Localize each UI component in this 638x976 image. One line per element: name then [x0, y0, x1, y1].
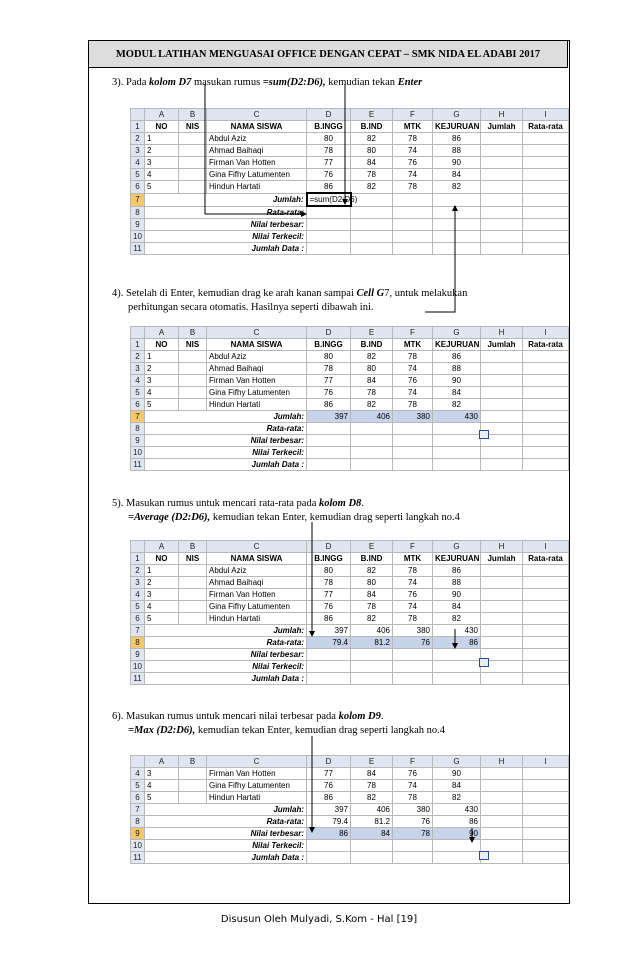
- cell[interactable]: MTK: [393, 339, 433, 351]
- row-number[interactable]: 3: [131, 363, 145, 375]
- col-letter[interactable]: I: [523, 327, 569, 339]
- cell[interactable]: 77: [307, 157, 351, 169]
- cell[interactable]: 88: [433, 363, 481, 375]
- col-letter[interactable]: H: [481, 756, 523, 768]
- row-number[interactable]: 9: [131, 435, 145, 447]
- cell[interactable]: 74: [393, 169, 433, 181]
- cell[interactable]: B.INGG: [307, 553, 351, 565]
- cell[interactable]: 2: [145, 577, 179, 589]
- cell[interactable]: 76: [307, 780, 351, 792]
- cell[interactable]: 397: [307, 804, 351, 816]
- label-cell[interactable]: Jumlah Data :: [145, 243, 307, 255]
- cell[interactable]: NAMA SISWA: [207, 339, 307, 351]
- step-6-part-a: 6). Masukan rumus untuk mencari nilai terbesar pada: [112, 711, 339, 722]
- cell[interactable]: NO: [145, 553, 179, 565]
- cell[interactable]: 78: [351, 780, 393, 792]
- cell[interactable]: 4: [145, 601, 179, 613]
- col-letter[interactable]: B: [179, 109, 207, 121]
- row-number[interactable]: 2: [131, 565, 145, 577]
- cell[interactable]: NIS: [179, 553, 207, 565]
- step-6-part-c: .: [380, 711, 384, 722]
- col-letter[interactable]: A: [145, 756, 179, 768]
- row-number[interactable]: 7: [131, 625, 145, 637]
- row-number[interactable]: 2: [131, 351, 145, 363]
- cell[interactable]: 86: [433, 565, 481, 577]
- label-cell[interactable]: Rata-rata:: [145, 637, 307, 649]
- col-letter[interactable]: A: [145, 541, 179, 553]
- cell[interactable]: 86: [307, 792, 351, 804]
- cell[interactable]: 78: [393, 181, 433, 194]
- cell[interactable]: 76: [393, 589, 433, 601]
- cell[interactable]: KEJURUAN: [433, 121, 481, 133]
- label-cell[interactable]: Jumlah:: [145, 804, 307, 816]
- cell[interactable]: 78: [307, 577, 351, 589]
- row-number[interactable]: 11: [131, 852, 145, 864]
- cell[interactable]: MTK: [393, 121, 433, 133]
- cell[interactable]: 4: [145, 780, 179, 792]
- row-number[interactable]: 4: [131, 375, 145, 387]
- cell[interactable]: 84: [351, 828, 393, 840]
- cell[interactable]: 430: [433, 804, 481, 816]
- col-letter[interactable]: F: [393, 327, 433, 339]
- label-cell[interactable]: Nilai terbesar:: [145, 649, 307, 661]
- cell[interactable]: 80: [351, 363, 393, 375]
- cell[interactable]: 74: [393, 387, 433, 399]
- cell[interactable]: 5: [145, 792, 179, 804]
- page-footer: Disusun Oleh Mulyadi, S.Kom - Hal [19]: [220, 914, 418, 925]
- col-letter[interactable]: D: [307, 756, 351, 768]
- cell[interactable]: 81.2: [351, 816, 393, 828]
- label-cell[interactable]: Rata-rata:: [145, 206, 307, 219]
- cell[interactable]: 86: [307, 828, 351, 840]
- cell[interactable]: 80: [307, 351, 351, 363]
- cell[interactable]: 380: [393, 625, 433, 637]
- cell[interactable]: 2: [145, 145, 179, 157]
- col-letter[interactable]: C: [207, 756, 307, 768]
- cell[interactable]: 5: [145, 613, 179, 625]
- cell[interactable]: 76: [393, 637, 433, 649]
- cell[interactable]: Abdul Aziz: [207, 133, 307, 145]
- cell[interactable]: 3: [145, 768, 179, 780]
- cell[interactable]: 77: [307, 768, 351, 780]
- col-letter[interactable]: C: [207, 327, 307, 339]
- cell[interactable]: 76: [393, 768, 433, 780]
- row-number[interactable]: 10: [131, 661, 145, 673]
- step-6-formula: =Max (D2:D6),: [128, 725, 196, 736]
- cell[interactable]: 78: [307, 363, 351, 375]
- cell[interactable]: 86: [307, 181, 351, 194]
- cell[interactable]: Rata-rata: [523, 121, 569, 133]
- cell[interactable]: 88: [433, 577, 481, 589]
- cell[interactable]: Hindun Hartati: [207, 792, 307, 804]
- cell[interactable]: 76: [393, 375, 433, 387]
- cell[interactable]: Jumlah: [481, 339, 523, 351]
- cell[interactable]: 86: [433, 637, 481, 649]
- cell[interactable]: Gina Fifhy Latumenten: [207, 387, 307, 399]
- cell[interactable]: 90: [433, 157, 481, 169]
- row-number[interactable]: 11: [131, 243, 145, 255]
- col-letter[interactable]: D: [307, 541, 351, 553]
- col-letter[interactable]: G: [433, 109, 481, 121]
- cell[interactable]: 86: [433, 816, 481, 828]
- cell[interactable]: 82: [351, 133, 393, 145]
- col-letter[interactable]: H: [481, 541, 523, 553]
- col-letter[interactable]: E: [351, 327, 393, 339]
- cell[interactable]: 84: [433, 601, 481, 613]
- cell[interactable]: 76: [393, 816, 433, 828]
- cell[interactable]: 78: [393, 351, 433, 363]
- step-4-part-a: 4). Setelah di Enter, kemudian drag ke arah kanan sampai: [112, 288, 357, 299]
- cell[interactable]: 406: [351, 625, 393, 637]
- row-number[interactable]: 4: [131, 768, 145, 780]
- col-letter[interactable]: D: [307, 327, 351, 339]
- col-letter[interactable]: C: [207, 541, 307, 553]
- cell[interactable]: 82: [351, 181, 393, 194]
- cell[interactable]: 82: [351, 399, 393, 411]
- row-number[interactable]: 9: [131, 649, 145, 661]
- row-number[interactable]: 7: [131, 411, 145, 423]
- cell[interactable]: 78: [393, 565, 433, 577]
- col-letter[interactable]: G: [433, 756, 481, 768]
- col-letter[interactable]: D: [307, 109, 351, 121]
- step-4-line2: perhitungan secara otomatis. Hasilnya seperti dibawah ini.: [128, 302, 374, 313]
- cell[interactable]: 90: [433, 828, 481, 840]
- col-letter[interactable]: E: [351, 756, 393, 768]
- cell[interactable]: 90: [433, 768, 481, 780]
- col-letter[interactable]: B: [179, 327, 207, 339]
- step-5-part-c: .: [361, 498, 364, 509]
- cell[interactable]: 76: [393, 157, 433, 169]
- row-number[interactable]: 8: [131, 423, 145, 435]
- row-number[interactable]: 5: [131, 601, 145, 613]
- cell[interactable]: NAMA SISWA: [207, 553, 307, 565]
- label-cell[interactable]: Jumlah Data :: [145, 459, 307, 471]
- col-letter[interactable]: E: [351, 541, 393, 553]
- cell[interactable]: 81.2: [351, 637, 393, 649]
- cell[interactable]: 90: [433, 375, 481, 387]
- col-letter[interactable]: H: [481, 109, 523, 121]
- cell[interactable]: 78: [351, 601, 393, 613]
- cell[interactable]: 88: [433, 145, 481, 157]
- cell[interactable]: 74: [393, 577, 433, 589]
- label-cell[interactable]: Nilai terbesar:: [145, 219, 307, 231]
- cell[interactable]: Ahmad Baihaqi: [207, 577, 307, 589]
- cell[interactable]: 74: [393, 780, 433, 792]
- col-letter[interactable]: F: [393, 109, 433, 121]
- row-number[interactable]: 11: [131, 459, 145, 471]
- row-number[interactable]: 8: [131, 816, 145, 828]
- cell[interactable]: 78: [393, 399, 433, 411]
- cell[interactable]: 84: [433, 387, 481, 399]
- col-letter[interactable]: H: [481, 327, 523, 339]
- row-number[interactable]: 5: [131, 780, 145, 792]
- row-number[interactable]: 3: [131, 145, 145, 157]
- cell[interactable]: 5: [145, 181, 179, 194]
- row-number[interactable]: 5: [131, 387, 145, 399]
- row-number[interactable]: 7: [131, 193, 145, 206]
- col-letter[interactable]: I: [523, 109, 569, 121]
- cell[interactable]: 77: [307, 375, 351, 387]
- cell[interactable]: 79.4: [307, 816, 351, 828]
- cell[interactable]: NO: [145, 121, 179, 133]
- cell[interactable]: Hindun Hartati: [207, 399, 307, 411]
- label-cell[interactable]: Rata-rata:: [145, 816, 307, 828]
- label-cell[interactable]: Jumlah Data :: [145, 673, 307, 685]
- cell[interactable]: 76: [307, 169, 351, 181]
- col-letter[interactable]: F: [393, 756, 433, 768]
- col-letter[interactable]: E: [351, 109, 393, 121]
- row-number[interactable]: 5: [131, 169, 145, 181]
- step-3-enter: Enter: [397, 77, 423, 88]
- cell[interactable]: Ahmad Baihaqi: [207, 145, 307, 157]
- cell[interactable]: 430: [433, 625, 481, 637]
- cell[interactable]: 86: [307, 613, 351, 625]
- col-letter[interactable]: B: [179, 541, 207, 553]
- cell[interactable]: 80: [351, 577, 393, 589]
- row-number[interactable]: 1: [131, 339, 145, 351]
- col-letter[interactable]: A: [145, 327, 179, 339]
- step-6-line2-rest: kemudian tekan Enter, kemudian drag seperti langkah no.4: [195, 725, 445, 736]
- cell[interactable]: 84: [351, 375, 393, 387]
- row-number[interactable]: 6: [131, 181, 145, 194]
- cell[interactable]: 80: [351, 145, 393, 157]
- cell[interactable]: 82: [351, 565, 393, 577]
- cell[interactable]: 80: [307, 565, 351, 577]
- row-number[interactable]: 3: [131, 577, 145, 589]
- cell[interactable]: NAMA SISWA: [207, 121, 307, 133]
- col-letter[interactable]: B: [179, 756, 207, 768]
- cell[interactable]: 80: [307, 133, 351, 145]
- cell[interactable]: KEJURUAN: [433, 553, 481, 565]
- cell[interactable]: 1: [145, 565, 179, 577]
- cell[interactable]: 2: [145, 363, 179, 375]
- cell[interactable]: 4: [145, 169, 179, 181]
- col-letter[interactable]: I: [523, 541, 569, 553]
- cell[interactable]: 4: [145, 387, 179, 399]
- cell[interactable]: 86: [307, 399, 351, 411]
- step-5-part-a: 5). Masukan rumus untuk mencari rata-rata pada: [112, 498, 320, 509]
- col-letter[interactable]: A: [145, 109, 179, 121]
- cell[interactable]: Jumlah: [481, 121, 523, 133]
- cell[interactable]: Firman Van Hotten: [207, 375, 307, 387]
- cell[interactable]: 82: [433, 181, 481, 194]
- cell[interactable]: B.IND: [351, 553, 393, 565]
- cell[interactable]: Hindun Hartati: [207, 181, 307, 194]
- cell[interactable]: 90: [433, 589, 481, 601]
- cell[interactable]: Gina Fifhy Latumenten: [207, 601, 307, 613]
- cell[interactable]: 74: [393, 145, 433, 157]
- step-5-cell-ref: kolom D8: [319, 498, 362, 509]
- cell[interactable]: KEJURUAN: [433, 339, 481, 351]
- cell[interactable]: 397: [307, 411, 351, 423]
- cell[interactable]: Hindun Hartati: [207, 613, 307, 625]
- cell[interactable]: 78: [393, 792, 433, 804]
- row-number[interactable]: 6: [131, 792, 145, 804]
- cell[interactable]: 78: [307, 145, 351, 157]
- cell[interactable]: Gina Fifhy Latumenten: [207, 780, 307, 792]
- cell[interactable]: 76: [307, 601, 351, 613]
- cell[interactable]: 78: [351, 169, 393, 181]
- row-number[interactable]: 4: [131, 157, 145, 169]
- cell[interactable]: 5: [145, 399, 179, 411]
- label-cell[interactable]: Nilai Terkecil:: [145, 661, 307, 673]
- cell[interactable]: 84: [351, 589, 393, 601]
- col-letter[interactable]: F: [393, 541, 433, 553]
- step-6-cell-ref: kolom D9: [338, 711, 381, 722]
- cell[interactable]: 397: [307, 625, 351, 637]
- cell[interactable]: B.INGG: [307, 121, 351, 133]
- cell[interactable]: 84: [351, 157, 393, 169]
- cell[interactable]: 406: [351, 804, 393, 816]
- cell[interactable]: Ahmad Baihaqi: [207, 363, 307, 375]
- row-number[interactable]: 10: [131, 231, 145, 243]
- cell[interactable]: 78: [393, 828, 433, 840]
- step-3-part-c: masukan rumus: [191, 77, 263, 88]
- label-cell[interactable]: Nilai terbesar:: [145, 828, 307, 840]
- cell[interactable]: Jumlah: [481, 553, 523, 565]
- cell[interactable]: 86: [433, 133, 481, 145]
- cell[interactable]: 74: [393, 601, 433, 613]
- arrow-to-G7: [425, 206, 455, 312]
- step-3-cell-ref: kolom D7: [149, 77, 192, 88]
- row-number[interactable]: 8: [131, 206, 145, 219]
- row-number[interactable]: 1: [131, 121, 145, 133]
- cell[interactable]: 82: [351, 792, 393, 804]
- cell[interactable]: 82: [433, 792, 481, 804]
- label-cell[interactable]: Jumlah Data :: [145, 852, 307, 864]
- step-4-cell-ref: Cell G: [356, 288, 385, 299]
- cell[interactable]: B.IND: [351, 339, 393, 351]
- cell[interactable]: 86: [433, 351, 481, 363]
- cell[interactable]: Gina Fifhy Latumenten: [207, 169, 307, 181]
- cell[interactable]: 84: [351, 768, 393, 780]
- cell[interactable]: 82: [433, 613, 481, 625]
- row-number[interactable]: 8: [131, 637, 145, 649]
- cell[interactable]: 82: [351, 613, 393, 625]
- row-number[interactable]: 9: [131, 828, 145, 840]
- cell[interactable]: B.IND: [351, 121, 393, 133]
- cell[interactable]: Rata-rata: [523, 339, 569, 351]
- cell[interactable]: 1: [145, 133, 179, 145]
- arrow-to-D7: [205, 84, 306, 214]
- cell[interactable]: 430: [433, 411, 481, 423]
- col-letter[interactable]: G: [433, 327, 481, 339]
- cell[interactable]: B.INGG: [307, 339, 351, 351]
- cell[interactable]: 77: [307, 589, 351, 601]
- label-cell[interactable]: Rata-rata:: [145, 423, 307, 435]
- step-3-formula: =sum(D2:D6),: [262, 77, 326, 88]
- label-cell[interactable]: Nilai Terkecil:: [145, 447, 307, 459]
- cell[interactable]: 79.4: [307, 637, 351, 649]
- cell[interactable]: 380: [393, 411, 433, 423]
- row-number[interactable]: 11: [131, 673, 145, 685]
- cell[interactable]: 3: [145, 375, 179, 387]
- cell[interactable]: Firman Van Hotten: [207, 157, 307, 169]
- cell[interactable]: Firman Van Hotten: [207, 589, 307, 601]
- cell[interactable]: 1: [145, 351, 179, 363]
- active-formula-cell[interactable]: =sum(D2:D6): [307, 193, 351, 206]
- cell[interactable]: 78: [393, 613, 433, 625]
- cell[interactable]: Rata-rata: [523, 553, 569, 565]
- cell[interactable]: 380: [393, 804, 433, 816]
- row-number[interactable]: 9: [131, 219, 145, 231]
- row-number[interactable]: 10: [131, 840, 145, 852]
- cell[interactable]: MTK: [393, 553, 433, 565]
- cell[interactable]: 84: [433, 780, 481, 792]
- row-number[interactable]: 4: [131, 589, 145, 601]
- cell[interactable]: Abdul Aziz: [207, 351, 307, 363]
- row-number[interactable]: 10: [131, 447, 145, 459]
- cell[interactable]: 3: [145, 157, 179, 169]
- cell[interactable]: NIS: [179, 339, 207, 351]
- cell[interactable]: Abdul Aziz: [207, 565, 307, 577]
- cell[interactable]: 82: [433, 399, 481, 411]
- row-number[interactable]: 2: [131, 133, 145, 145]
- step-4-part-c: 7, untuk melakukan: [384, 288, 468, 299]
- row-number[interactable]: 6: [131, 399, 145, 411]
- row-number[interactable]: 7: [131, 804, 145, 816]
- col-letter[interactable]: C: [207, 109, 307, 121]
- label-cell[interactable]: Nilai Terkecil:: [145, 840, 307, 852]
- cell[interactable]: 406: [351, 411, 393, 423]
- col-letter[interactable]: I: [523, 756, 569, 768]
- label-cell[interactable]: Jumlah:: [145, 411, 307, 423]
- cell[interactable]: 3: [145, 589, 179, 601]
- cell[interactable]: 76: [307, 387, 351, 399]
- step-5-line2-rest: kemudian tekan Enter, kemudian drag seperti langkah no.4: [210, 512, 460, 523]
- label-cell[interactable]: Jumlah:: [145, 193, 307, 206]
- step-5-formula: =Average (D2:D6),: [128, 512, 211, 523]
- row-number[interactable]: 6: [131, 613, 145, 625]
- cell[interactable]: 84: [433, 169, 481, 181]
- header-title: MODUL LATIHAN MENGUASAI OFFICE DENGAN CEPAT – SMK NIDA EL ADABI 2017: [115, 48, 541, 60]
- cell[interactable]: 74: [393, 363, 433, 375]
- row-number[interactable]: 1: [131, 553, 145, 565]
- cell[interactable]: 82: [351, 351, 393, 363]
- col-letter[interactable]: G: [433, 541, 481, 553]
- label-cell[interactable]: Nilai terbesar:: [145, 435, 307, 447]
- cell[interactable]: Firman Van Hotten: [207, 768, 307, 780]
- cell[interactable]: 78: [351, 387, 393, 399]
- cell[interactable]: NIS: [179, 121, 207, 133]
- label-cell[interactable]: Jumlah:: [145, 625, 307, 637]
- cell[interactable]: 78: [393, 133, 433, 145]
- step-3-part-e: kemudian tekan: [325, 77, 398, 88]
- step-3-part-a: 3). Pada: [112, 77, 150, 88]
- label-cell[interactable]: Nilai Terkecil:: [145, 231, 307, 243]
- cell[interactable]: NO: [145, 339, 179, 351]
